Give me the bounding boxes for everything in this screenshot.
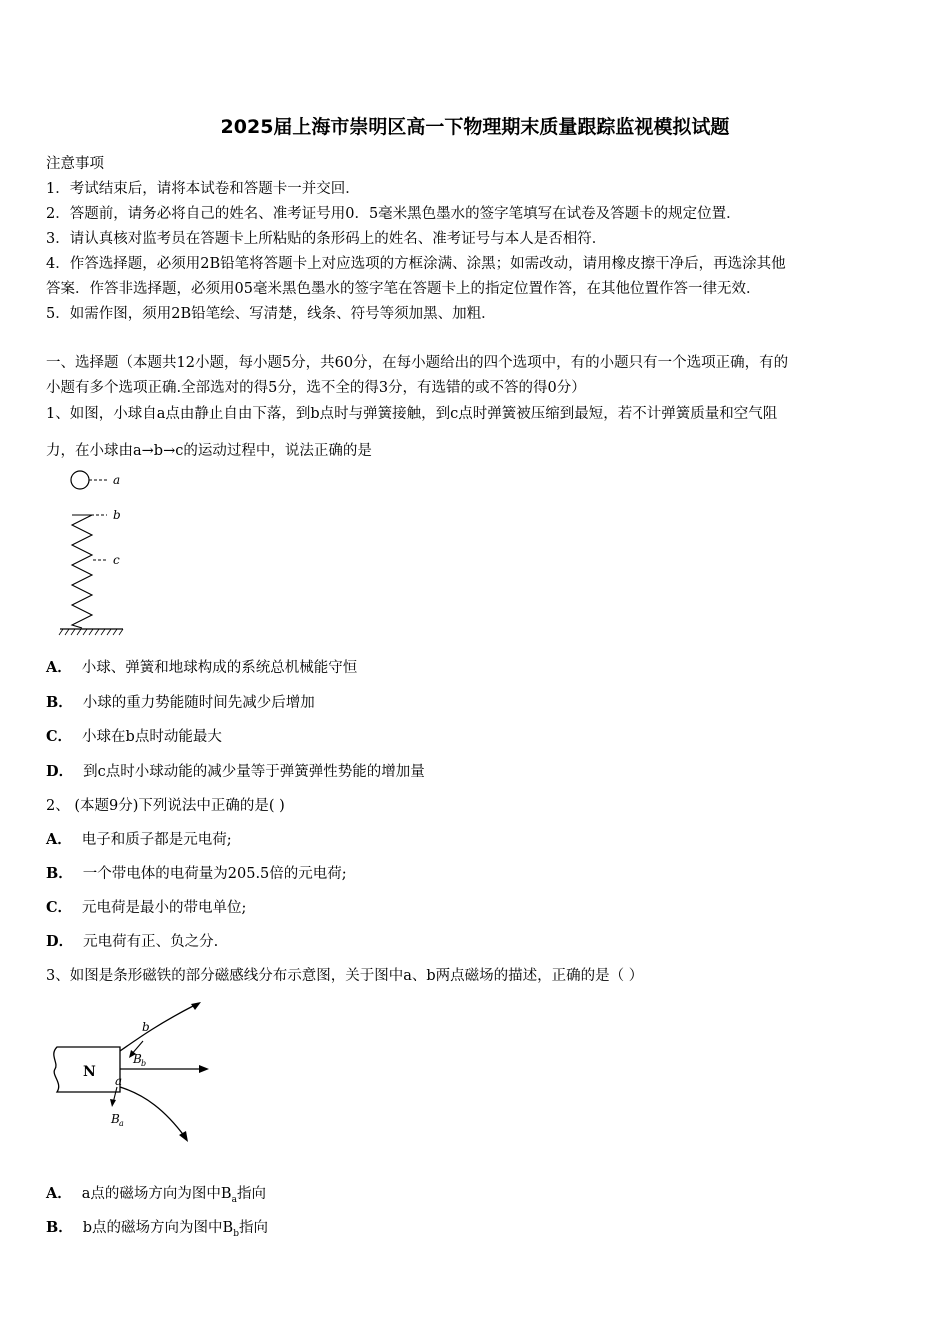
option-subscript: a (231, 1194, 237, 1205)
label-b: b (113, 508, 121, 522)
question-3-stem: 3、如图是条形磁铁的部分磁感线分布示意图，关于图中a、b两点磁场的描述，正确的是（ ） (46, 968, 644, 984)
option-label: B． (46, 1219, 73, 1236)
notice-item: 5．如需作图，须用2B铅笔绘、写清楚，线条、符号等须加黑、加粗． (46, 306, 496, 322)
point-a-label: a (115, 1074, 123, 1088)
option-label: B． (46, 694, 73, 711)
option-text: 电子和质子都是元电荷; (81, 832, 232, 848)
option-text: 元电荷有正、负之分. (83, 934, 219, 950)
option-a[interactable] (46, 828, 232, 849)
notice-item: 3．请认真核对监考员在答题卡上所粘贴的条形码上的姓名、准考证号与本人是否相符． (46, 231, 607, 247)
option-text: 元电荷是最小的带电单位; (82, 900, 247, 916)
option-text: 小球、弹簧和地球构成的系统总机械能守恒 (81, 660, 358, 676)
magnet-pole-label: N (83, 1064, 96, 1080)
option-b[interactable] (46, 691, 315, 712)
option-text: b点的磁场方向为图中B (82, 1220, 234, 1236)
option-label: A． (46, 659, 72, 676)
option-text-tail: 指向 (238, 1220, 268, 1236)
option-label: C． (46, 899, 73, 916)
section-intro: 一、选择题（本题共12小题，每小题5分，共60分，在每小题给出的四个选项中，有的小题只有一个选项正确，有的 (46, 355, 789, 371)
spring (72, 515, 92, 628)
label-a: a (113, 473, 121, 487)
notice-item: 答案．作答非选择题，必须用05毫米黑色墨水的签字笔在答题卡上的指定位置作答，在其他位置作答一律无效． (46, 281, 761, 297)
question-1-stem: 力，在小球由a→b→c的运动过程中，说法正确的是 (46, 443, 372, 459)
option-text-tail: 指向 (236, 1186, 266, 1202)
option-text: 小球在b点时动能最大 (82, 729, 222, 745)
label-c: c (113, 553, 120, 567)
question-1-stem: 1、如图，小球自a点由静止自由下落，到b点时与弹簧接触，到c点时弹簧被压缩到最短，若不计弹簧质量和空气阻 (46, 406, 778, 422)
field-line (120, 1005, 195, 1051)
option-a[interactable] (46, 1182, 266, 1205)
option-label: A． (46, 831, 72, 848)
question-2-stem: 2、 (本题9分)下列说法中正确的是( ) (46, 798, 285, 814)
page-title: 2025届上海市崇明区高一下物理期末质量跟踪监视模拟试题 (220, 116, 730, 138)
option-d[interactable] (46, 930, 218, 951)
option-label: B． (46, 865, 73, 882)
option-b[interactable] (46, 862, 347, 883)
field-b-subscript: b (141, 1059, 147, 1068)
option-label: D． (46, 933, 74, 950)
field-b-label: B (133, 1052, 142, 1066)
option-label: D． (46, 763, 74, 780)
option-b[interactable] (46, 1216, 268, 1239)
spring-figure (55, 465, 145, 640)
notice-item: 1．考试结束后，请将本试卷和答题卡一并交回． (46, 181, 360, 197)
option-text: 小球的重力势能随时间先减少后增加 (82, 695, 315, 711)
field-a-subscript: a (119, 1119, 124, 1128)
point-b-label: b (142, 1020, 150, 1034)
magnet-figure (45, 995, 225, 1150)
option-c[interactable] (46, 725, 222, 746)
notice-item: 2．答题前，请务必将自己的姓名、准考证号用0．5毫米黑色墨水的签字笔填写在试卷及答题卡的规定位置． (46, 206, 741, 222)
option-text: 到c点时小球动能的减少量等于弹簧弹性势能的增加量 (83, 764, 425, 780)
option-label: A． (46, 1185, 72, 1202)
notice-item: 4．作答选择题，必须用2B铅笔将答题卡上对应选项的方框涂满、涂黑；如需改动，请用橡皮擦干净后，再选涂其他 (46, 256, 786, 272)
option-text: 一个带电体的电荷量为205.5倍的元电荷; (82, 866, 347, 882)
section-intro: 小题有多个选项正确.全部选对的得5分，选不全的得3分，有选错的或不答的得0分） (46, 380, 586, 396)
option-text: a点的磁场方向为图中B (81, 1186, 232, 1202)
field-line (120, 1087, 185, 1137)
option-a[interactable] (46, 656, 357, 677)
option-d[interactable] (46, 760, 425, 781)
notice-heading: 注意事项 (46, 156, 104, 172)
field-a-label: B (111, 1112, 120, 1126)
option-c[interactable] (46, 896, 246, 917)
ball (71, 471, 89, 489)
option-subscript: b (233, 1228, 239, 1239)
option-label: C． (46, 728, 73, 745)
